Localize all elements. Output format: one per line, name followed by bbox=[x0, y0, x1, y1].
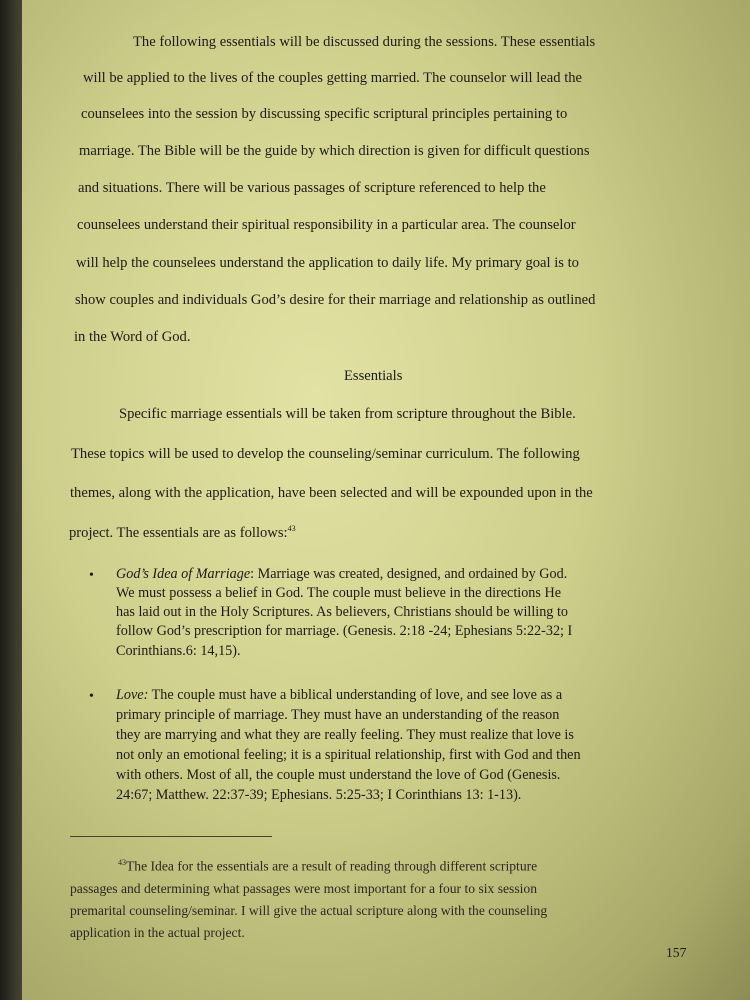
book-page bbox=[22, 0, 750, 1000]
section-heading: Essentials bbox=[344, 368, 403, 384]
bullet-line: not only an emotional feeling; it is a spiritual relationship, first with God and then bbox=[116, 747, 581, 763]
bullet-marker: • bbox=[89, 689, 94, 704]
bullet-text: Marriage was created, designed, and ordained by God. bbox=[254, 566, 568, 582]
bullet-line: 24:67; Matthew. 22:37-39; Ephesians. 5:25-33; I Corinthians 13: 1-13). bbox=[116, 787, 522, 803]
intro-line: counselees into the session by discussing specific scriptural principles pertaining to bbox=[81, 106, 568, 122]
bullet-line: they are marrying and what they are really feeling. They must realize that love is bbox=[116, 727, 574, 743]
footnote-reference: 43 bbox=[287, 524, 296, 533]
bullet-text: The couple must have a biblical understanding of love, and see love as a bbox=[148, 687, 563, 703]
footnote-text: The Idea for the essentials are a result of reading through different scripture bbox=[126, 858, 538, 874]
essentials-line-text: project. The essentials are as follows: bbox=[69, 524, 288, 541]
bullet-line: has laid out in the Holy Scriptures. As believers, Christians should be willing to bbox=[116, 604, 568, 620]
footnote-number: 43 bbox=[118, 858, 126, 867]
page-number: 157 bbox=[666, 945, 687, 960]
bullet-line bbox=[116, 566, 567, 583]
intro-line: The following essentials will be discussed during the sessions. These essentials bbox=[133, 34, 596, 50]
intro-line: and situations. There will be various passages of scripture referenced to help the bbox=[78, 180, 546, 196]
footnote-line: application in the actual project. bbox=[70, 925, 245, 940]
bullet-title: God’s Idea of Marriage bbox=[116, 566, 251, 582]
intro-line: show couples and individuals God’s desire for their marriage and relationship as outlined bbox=[75, 292, 596, 308]
bullet-line bbox=[116, 687, 562, 704]
intro-line: will be applied to the lives of the couples getting married. The counselor will lead the bbox=[83, 70, 583, 86]
intro-line: will help the counselees understand the application to daily life. My primary goal is to bbox=[76, 255, 579, 271]
intro-line: in the Word of God. bbox=[74, 329, 191, 345]
bullet-title: Love: bbox=[116, 687, 149, 703]
footnote-line bbox=[118, 858, 537, 875]
essentials-line bbox=[69, 524, 296, 542]
footnote-line: premarital counseling/seminar. I will give the actual scripture along with the counseling bbox=[70, 903, 548, 918]
intro-line: marriage. The Bible will be the guide by which direction is given for difficult questions bbox=[79, 143, 590, 159]
essentials-line: Specific marriage essentials will be taken from scripture throughout the Bible. bbox=[119, 406, 576, 422]
intro-line: counselees understand their spiritual responsibility in a particular area. The counselor bbox=[77, 217, 576, 233]
bullet-marker: • bbox=[89, 568, 94, 583]
footnote-line: passages and determining what passages were most important for a four to six session bbox=[70, 881, 537, 896]
footnote-divider bbox=[70, 836, 272, 837]
essentials-line: themes, along with the application, have been selected and will be expounded upon in the bbox=[70, 485, 593, 501]
bullet-line: Corinthians.6: 14,15). bbox=[116, 643, 241, 659]
bullet-title-suffix: : bbox=[250, 566, 255, 582]
bullet-line: primary principle of marriage. They must have an understanding of the reason bbox=[116, 707, 560, 723]
bullet-line: follow God’s prescription for marriage. (Genesis. 2:18 -24; Ephesians 5:22-32; I bbox=[116, 623, 573, 639]
bullet-line: We must possess a belief in God. The couple must believe in the directions He bbox=[116, 585, 562, 601]
bullet-line: with others. Most of all, the couple must understand the love of God (Genesis. bbox=[116, 767, 561, 783]
essentials-line: These topics will be used to develop the counseling/seminar curriculum. The following bbox=[71, 446, 580, 462]
